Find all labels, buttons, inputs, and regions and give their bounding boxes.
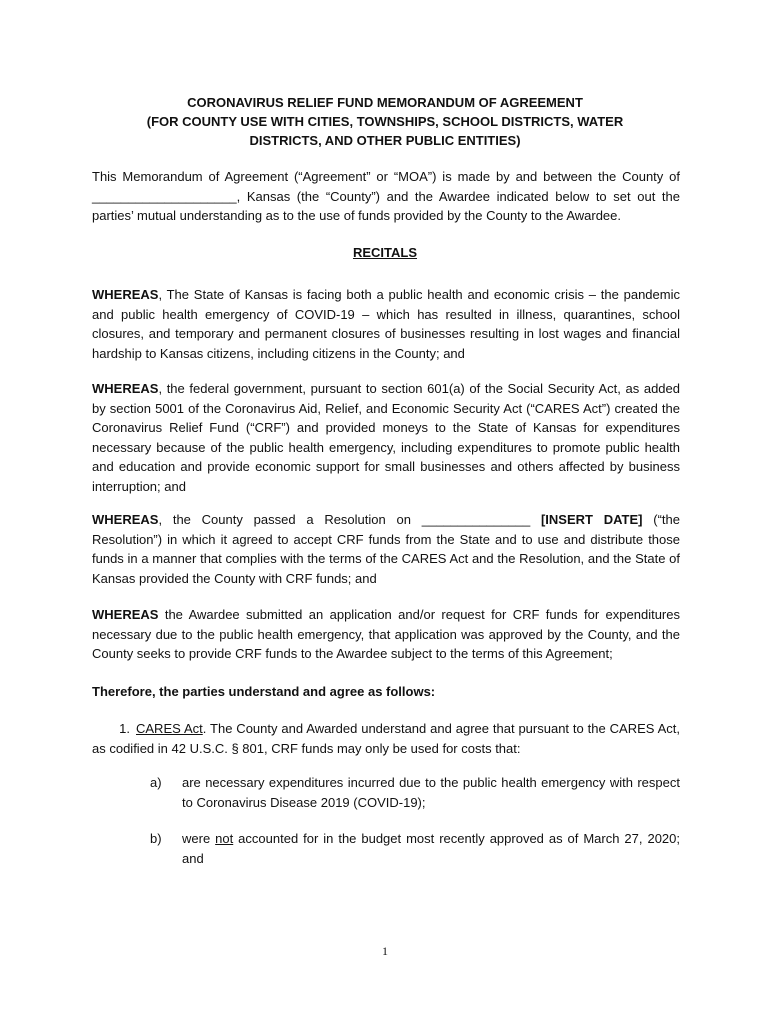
document-title — [92, 93, 678, 150]
whereas-text: (“the Resolution”) in which it agreed to accept CRF funds from the State and to use and distribute those funds in a manner that complies with the terms of the CARES Act and the Resolution, and the State of Kansas provided the County with CRF funds; and — [92, 512, 680, 586]
whereas-clause-1 — [92, 285, 680, 363]
whereas-text: the Awardee submitted an application and/or request for CRF funds for expenditures necessary due to the public health emergency, that application was approved by the County, and the County seeks to provide CRF funds to the Awardee subject to the terms of this Agreement; — [92, 607, 680, 661]
item-b-pre: were — [182, 831, 216, 846]
whereas-text: , the federal government, pursuant to section 601(a) of the Social Security Act, as added by section 5001 of the Coronavirus Aid, Relief, and Economic Security Act (“CARES Act”) created the Coronavirus Relief Fund (“CRF”) and provided moneys to the State of Kansas for expenditures necessary because of the public health emergency, including expenditures to promote public health and education and provide economic support for small businesses and others affected by business interruption; and — [92, 381, 680, 494]
title-line: (FOR COUNTY USE WITH CITIES, TOWNSHIPS, SCHOOL DISTRICTS, WATER — [146, 114, 624, 129]
list-item-a — [150, 773, 680, 812]
insert-date-placeholder: [INSERT DATE] — [540, 512, 643, 527]
whereas-keyword: WHEREAS — [92, 381, 159, 396]
list-item-b — [150, 829, 680, 868]
list-item-label: a) — [150, 775, 162, 790]
list-item-label: b) — [150, 831, 162, 846]
item-b-not: not — [215, 831, 234, 846]
whereas-clause-4 — [92, 605, 680, 664]
section-text: . The County and Awarded understand and agree that pursuant to the CARES Act, as codified in 42 U.S.C. § 801, CRF funds may only be used for costs that: — [92, 721, 680, 756]
list-item-text: are necessary expenditures incurred due to the public health emergency with respect to Coronavirus Disease 2019 (COVID-19); — [182, 775, 680, 810]
title-line: CORONAVIRUS RELIEF FUND MEMORANDUM OF AGREEMENT — [187, 95, 583, 110]
item-b-post: accounted for in the budget most recently approved as of March 27, 2020; and — [182, 831, 680, 866]
whereas-keyword: WHEREAS — [92, 512, 159, 527]
therefore-statement: Therefore, the parties understand and agree as follows: — [92, 684, 436, 699]
whereas-clause-3 — [92, 510, 680, 588]
intro-paragraph: This Memorandum of Agreement (“Agreement” or “MOA”) is made by and between the County of ____________________, Kansas (the “County”) and the Awardee indicated below to set out the parties’ mutual understanding as to the use of funds provided by the County to the Awardee. — [92, 169, 680, 223]
section-heading: CARES Act — [136, 721, 203, 736]
recitals-heading: RECITALS — [352, 245, 418, 260]
page-number: 1 — [382, 944, 388, 958]
title-line: DISTRICTS, AND OTHER PUBLIC ENTITIES) — [249, 133, 521, 148]
section-1 — [92, 719, 680, 758]
whereas-keyword: WHEREAS — [92, 287, 159, 302]
whereas-text: , The State of Kansas is facing both a public health and economic crisis – the pandemic and public health emergency of COVID-19 – which has resulted in illness, quarantines, school closures, and temporary and permanent closures of businesses resulting in lost wages and financial hardship to Kansas citizens, including citizens in the County; and — [92, 287, 680, 361]
whereas-keyword: WHEREAS — [92, 607, 159, 622]
whereas-clause-2 — [92, 379, 680, 496]
section-number: 1. — [119, 721, 130, 736]
list-item-text — [182, 829, 680, 868]
whereas-text: , the County passed a Resolution on _______________ — [158, 512, 541, 527]
